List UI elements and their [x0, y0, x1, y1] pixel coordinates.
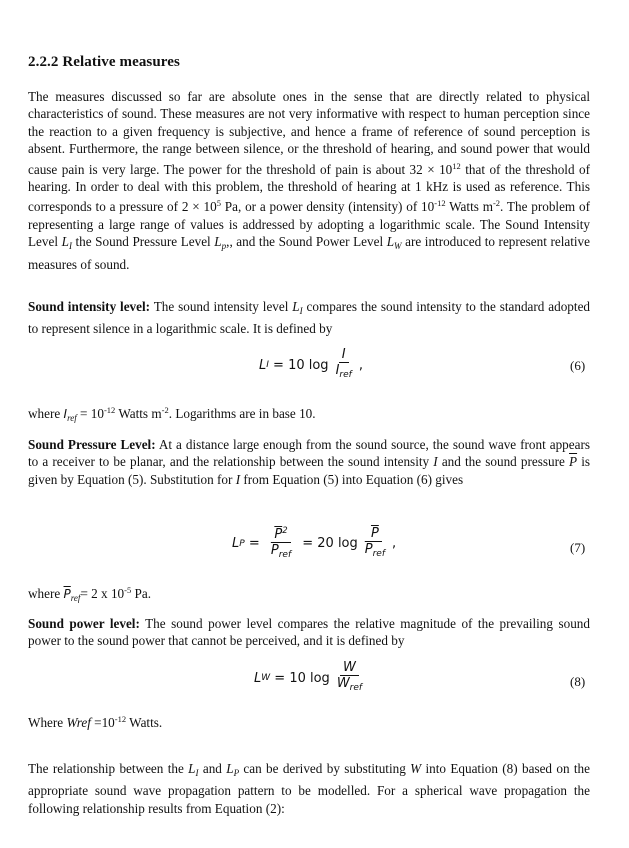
equation-number-8: (8) — [570, 674, 586, 689]
power-where: Where Wref $=10^{-12}$ Watts. — [28, 714, 163, 730]
closing-paragraph: The relationship between the $L_I$ and $L_P$ can be derived by substituting W into Equation (8) based on the appropriate sound wave propagation pattern to be modelled. For a spherical wave propagation the following relationship results from Equation (2): — [28, 761, 591, 816]
equation-number-7: (7) — [570, 540, 586, 555]
pressure-paragraph: Sound Pressure Level: At a distance large enough from the sound source, the sound wave front appears to a receiver to be planar, and the relationship between the sound intensity I and the sound pressure $\overline{P}$ is given by Equation (5). Substitution for I from Equation (5) into Equation (6) gives — [28, 437, 591, 487]
equation-6: L I = 10 log $\frac{I}{I_{ref}}$ , — [259, 347, 363, 383]
section-heading: 2.2.2 Relative measures — [28, 54, 180, 70]
pressure-where: where $\overline{P}_{ref}= 2$ x $10^{-5}$ Pa. — [28, 585, 152, 603]
power-paragraph: Sound power level: The sound power level compares the relative magnitude of the prevailing sound power to the sound power that cannot be perceived, and it is defined by — [28, 616, 590, 649]
equation-7: L P = $\frac{\overline{P}^2}{\overline{P}_{ref}}$ = 20 log $\frac{\overline{P}}{\overline{P}_{ref}}$ , — [232, 524, 396, 563]
fraction: $\frac{W}{W_{ref}}$ — [336, 660, 363, 693]
intensity-where: where $I_{ref} = 10^{-12}$ Watts $m^{-2}$. Logarithms are in base 10. — [28, 405, 316, 423]
intensity-paragraph: Sound intensity level: The sound intensity level $L_I$ compares the sound intensity to the standard adopted to represent silence in a logarithmic scale. It is defined by — [28, 299, 591, 337]
fraction-squared: $\frac{\overline{P}^2}{\overline{P}_{ref}}$ — [270, 526, 292, 560]
equation-8: L W = 10 log $\frac{W}{W_{ref}}$ — [254, 660, 369, 696]
fraction: $\frac{\overline{P}}{\overline{P}_{ref}}$ — [364, 525, 386, 559]
equation-number-6: (6) — [570, 358, 586, 373]
intro-paragraph: The measures discussed so far are absolute ones in the sense that are directly related to physical characteristics of sound. These measures are not very informative with respect to human perception since the reaction to a given frequency is subjective, and hence a frame of reference of sound perception is absent. Furthermore, the range between silence, or the threshold of hearing, and sound power that would cause pain is very large. The power for the threshold of pain is about $32 \times 10^{12}$ that of the threshold of hearing. In order to deal with this problem, the threshold of hearing at 1 kHz is used as reference. This corresponds to a pressure of $2 \times 10^5$ Pa, or a power density (intensity) of $10^{-12}$ Watts $m^{-2}$. The problem of representing a large range of values is addressed by adopting a logarithmic scale. The Sound Intensity Level $L_I$ the Sound Pressure Level $L_p$,, and the Sound Power Level $L_W$ are introduced to represent relative measures of sound. — [28, 89, 590, 272]
fraction: $\frac{I}{I_{ref}}$ — [335, 347, 352, 380]
